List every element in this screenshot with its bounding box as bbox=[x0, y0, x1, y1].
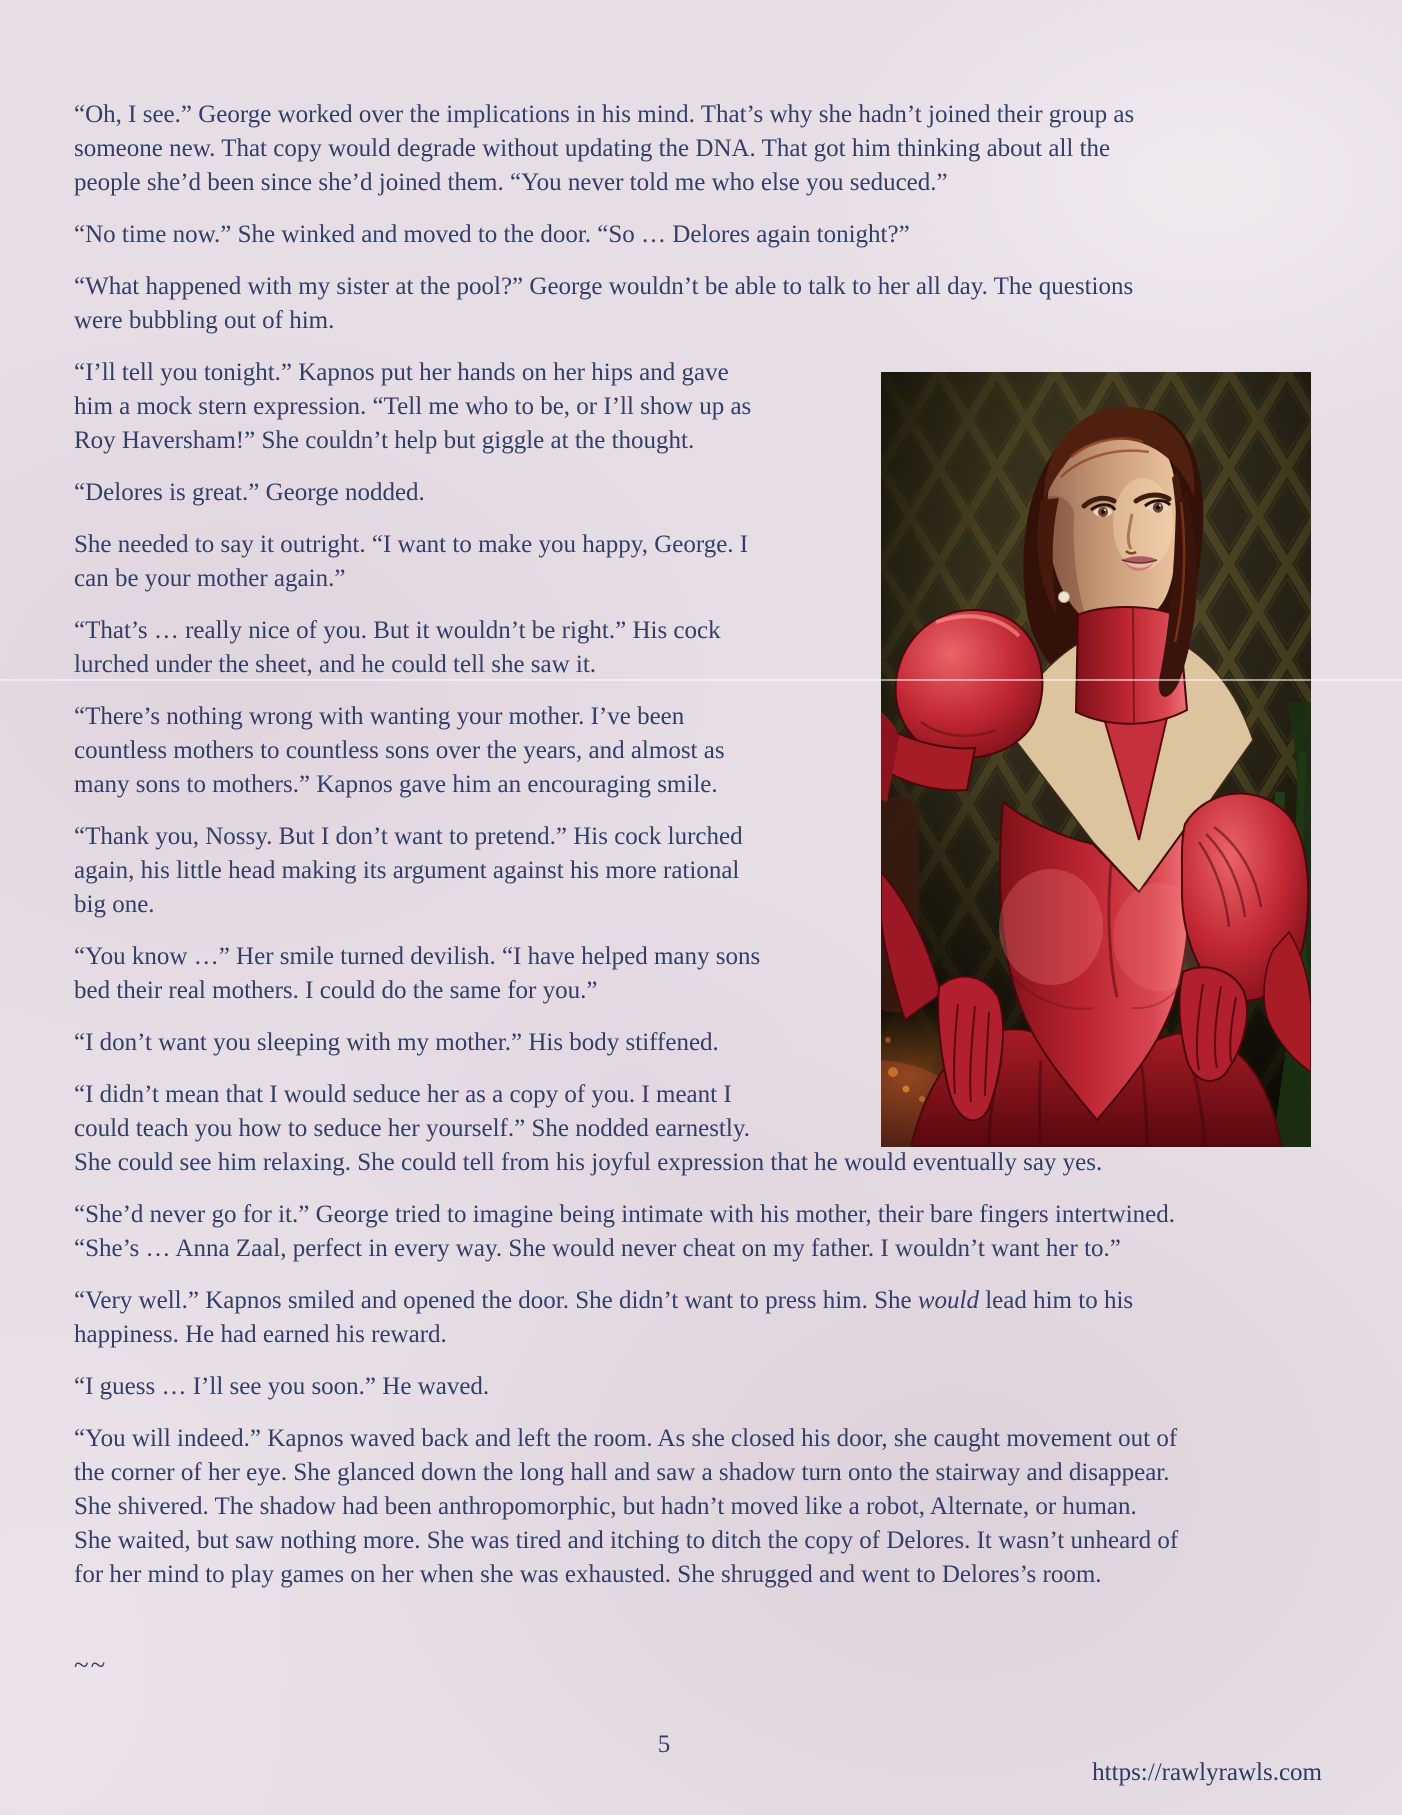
story-paragraph: “Delores is great.” George nodded. bbox=[74, 479, 425, 506]
story-paragraph: “You will indeed.” Kapnos waved back and left the room. As she closed his door, she caught movement out of the corner of her eye. She glanced down the long hall and saw a shadow turn onto the stairway and disappear. She shivered. The shadow had been anthropomorphic, but hadn’t moved like a robot, Alternate, or human. She waited, but saw nothing more. She was tired and itching to ditch the copy of Delores. It wasn’t unheard of for her mind to play games on her when she was exhausted. She shrugged and went to Delores’s room. bbox=[74, 1425, 1179, 1588]
story-paragraph: “I didn’t mean that I would seduce her as a copy of you. I meant I could teach you how to seduce her yourself.” She nodded earnestly. She could see him relaxing. She could tell from his joyful expression that he would eventually say yes. bbox=[74, 1081, 1103, 1176]
story-paragraph: “Oh, I see.” George worked over the implications in his mind. That’s why she hadn’t joined their group as someone new. That copy would degrade without updating the DNA. That got him thinking about all the people she’d been since she’d joined them. “You never told me who else you seduced.” bbox=[74, 101, 1135, 196]
story-paragraph: “I don’t want you sleeping with my mother.” His body stiffened. bbox=[74, 1029, 719, 1056]
page-number: 5 bbox=[657, 1731, 671, 1758]
section-separator: ~~ bbox=[74, 1650, 108, 1680]
story-paragraph: She needed to say it outright. “I want to make you happy, George. I can be your mother again.” bbox=[74, 531, 749, 592]
earring-right bbox=[1059, 592, 1070, 603]
story-paragraph: “You know …” Her smile turned devilish. “I have helped many sons bed their real mothers. I could do the same for you.” bbox=[74, 943, 761, 1004]
kapnos-painting bbox=[881, 372, 1311, 1147]
story-paragraph: “There’s nothing wrong with wanting your mother. I’ve been countless mothers to countless sons over the years, and almost as many sons to mothers.” Kapnos gave him an encouraging smile. bbox=[74, 703, 725, 798]
story-paragraph: “That’s … really nice of you. But it wouldn’t be right.” His cock lurched under the sheet, and he could tell she saw it. bbox=[74, 617, 721, 678]
story-paragraph: “What happened with my sister at the pool?” George wouldn’t be able to talk to her all day. The questions were bubbling out of him. bbox=[74, 273, 1134, 334]
story-paragraph: “No time now.” She winked and moved to the door. “So … Delores again tonight?” bbox=[74, 221, 910, 248]
story-paragraph: “I guess … I’ll see you soon.” He waved. bbox=[74, 1373, 490, 1400]
story-paragraph: “She’d never go for it.” George tried to imagine being intimate with his mother, their bare fingers intertwined. “She’s … Anna Zaal, perfect in every way. She would never cheat on my father. I wouldn’t want her to.” bbox=[74, 1201, 1175, 1262]
story-paragraph: “Thank you, Nossy. But I don’t want to pretend.” His cock lurched again, his little head making its argument against his more rational big one. bbox=[74, 823, 743, 918]
story-illustration bbox=[881, 372, 1311, 1147]
story-paragraph: “Very well.” Kapnos smiled and opened the door. She didn’t want to press him. She would lead him to his happiness. He had earned his reward. bbox=[74, 1287, 1134, 1348]
story-paragraph: “I’ll tell you tonight.” Kapnos put her hands on her hips and gave him a mock stern expression. “Tell me who to be, or I’ll show up as Roy Haversham!” She couldn’t help but giggle at the thought. bbox=[74, 359, 752, 454]
site-url-link[interactable]: https://rawlyrawls.com bbox=[1092, 1759, 1322, 1786]
